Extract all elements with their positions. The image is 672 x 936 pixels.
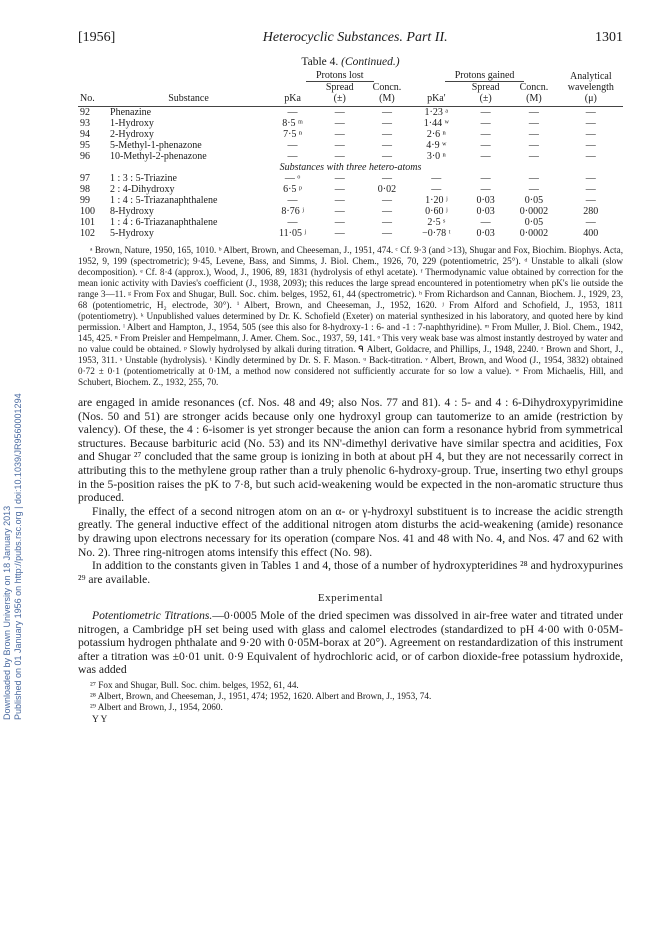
table-row	[78, 228, 623, 239]
table-row	[78, 140, 623, 151]
cell-spread-2: —	[480, 118, 491, 129]
experimental-paragraph	[78, 609, 623, 677]
cell-spread: —	[334, 140, 345, 151]
cell-pka: —	[287, 107, 298, 118]
cell-concn: —	[381, 173, 392, 184]
cell-spread: —	[334, 173, 345, 184]
cell-pka-prime: 2·6 ⁿ	[426, 129, 446, 140]
cell-substance: 1 : 3 : 5-Triazine	[110, 173, 177, 184]
cell-wavelength: —	[585, 173, 596, 184]
cell-wavelength: —	[585, 140, 596, 151]
cell-wavelength: —	[585, 195, 596, 206]
col-spread: Spread	[325, 82, 354, 93]
paragraph: In addition to the constants given in Tables 1 and 4, those of a number of hydroxypteridines ²⁸ and hydroxypurines ²⁹ are available.	[78, 559, 623, 586]
cell-substance: 2 : 4-Dihydroxy	[110, 184, 175, 195]
cell-pka: 8·5 ᵐ	[282, 118, 303, 129]
side-watermark	[2, 180, 23, 720]
cell-pka-prime: 1·20 ʲ	[425, 195, 448, 206]
data-table	[78, 70, 623, 239]
col-pm-2: (±)	[479, 93, 492, 104]
col-analytical: Analytical	[569, 71, 612, 82]
table-row	[78, 107, 623, 119]
cell-pka-prime: 2·5 ˢ	[427, 217, 446, 228]
cell-concn: —	[381, 107, 392, 118]
col-pka-prime: pKa'	[427, 93, 446, 104]
cell-concn: —	[381, 140, 392, 151]
cell-wavelength: —	[585, 217, 596, 228]
table-label: Table 4.	[301, 56, 339, 68]
cell-no: 100	[80, 206, 95, 217]
cell-concn-2: 0·0002	[519, 228, 549, 239]
cell-concn-2: —	[528, 140, 539, 151]
table-footnotes: ᵃ Brown, Nature, 1950, 165, 1010. ᵇ Albert, Brown, and Cheeseman, J., 1951, 474. ᶜ Cf. 9·3 (and >13), Shugar and Fox, Biochim. Biophys. Acta, 1952, 9, 199 (spectrometric); 9·45, Levene, Bass, and Simms, J. Biol. Chem., 1926, 70, 229 (potentiometric, 25°). ᵈ Unstable to alkali (slow decomposition). ᵉ Cf. 8·4 (approx.), Wood, J., 1906, 89, 1831 (hydrolysis of ethyl acetate). ᶠ Thermodynamic value obtained by correction for the mean ionic activity with Davies's coefficient (J., 1938, 2093); this reduces the large spread encountered in potentiometry when pK's lie outside the range 3—11. ᵍ From Fox and Shugar, Bull. Soc. chim. belges, 1952, 61, 44 (spectrometric). ʰ From Richardson and Cannan, Biochem. J., 1929, 23, 68 (potentiometric, H₂ electrode, 30°). ⁱ Albert, Brown, and Cheeseman, J., 1952, 1620. ʲ From Alford and Schofield, J., 1953, 1811 (potentiometry). ᵏ Unpublished values determined by Dr. K. Schofield (Exeter) on material synthesized in his laboratory, and quoted here by kind permission. ˡ Albert and Hampton, J., 1954, 505 (see this also for 8-hydroxy-1 : 6- and -1 : 7-naphthyridine). ᵐ From Muller, J. Biol. Chem., 1942, 145, 425. ⁿ From Preisler and Hempelmann, J. Amer. Chem. Soc., 1937, 59, 141. ᵒ This very weak base was almost instantly destroyed by water and no value could be obtained. ᵖ Slowly hydrolysed by alkali during titration. ᑫ Albert, Goldacre, and Phillips, J., 1948, 2240. ʳ Brown and Short, J., 1953, 311. ˢ Unstable (hydrolysis). ᵗ Kindly determined by Dr. S. F. Mason. ᵘ Back-titration. ᵛ Albert, Brown, and Wood (J., 1954, 3832) obtained 0·72 ± 0·1 (potentiometrically at 0·1M, a method now considered not sufficiently accurate for so low a value). ʷ From Michaelis, Hill, and Schubert, Biochem. Z., 1932, 255, 70.	[78, 245, 623, 387]
cell-no: 98	[80, 184, 90, 195]
body-text	[78, 396, 623, 677]
cell-pka: — ᵒ	[284, 173, 301, 184]
cell-spread: —	[334, 129, 345, 140]
cell-wavelength: —	[585, 118, 596, 129]
cell-wavelength: —	[585, 184, 596, 195]
cell-no: 97	[80, 173, 90, 184]
paragraph: Finally, the effect of a second nitrogen atom on an α- or γ-hydroxyl substituent is to increase the acidic strength greatly. The general inductive effect of the additional nitrogen atom disturbs the acid-weakening (amide) resonance by drawing upon electrons necessary for its operation (compare Nos. 41 and 48 with No. 4, and Nos. 47 and 62 with No. 2). Three ring-nitrogen atoms intensify this effect (No. 98).	[78, 504, 623, 559]
cell-spread-2: —	[480, 140, 491, 151]
cell-pka: 11·05 ʲ	[279, 228, 307, 239]
cell-pka-prime: 0·60 ʲ	[425, 206, 448, 217]
cell-concn: —	[381, 217, 392, 228]
col-mu: (μ)	[584, 93, 597, 104]
cell-spread: —	[334, 206, 345, 217]
cell-concn-2: —	[528, 173, 539, 184]
cell-spread-2: —	[480, 184, 491, 195]
col-spread-2: Spread	[471, 82, 500, 93]
cell-wavelength: 400	[583, 228, 599, 239]
cell-substance: 5-Methyl-1-phenazone	[110, 140, 202, 151]
cell-spread-2: —	[480, 151, 491, 162]
cell-pka-prime: 3·0 ⁿ	[426, 151, 446, 162]
cell-wavelength: —	[585, 151, 596, 162]
cell-pka-prime: —	[431, 173, 442, 184]
cell-wavelength: 280	[583, 206, 599, 217]
table-row	[78, 151, 623, 162]
cell-no: 96	[80, 151, 90, 162]
cell-concn: —	[381, 195, 392, 206]
col-m-2: (M)	[526, 93, 542, 104]
cell-pka: 7·5 ⁿ	[283, 129, 303, 140]
cell-substance: 1 : 4 : 6-Triazanaphthalene	[110, 217, 218, 228]
cell-concn-2: 0·05	[524, 195, 544, 206]
cell-no: 101	[80, 217, 95, 228]
cell-concn-2: 0·05	[524, 217, 544, 228]
cell-substance: 10-Methyl-2-phenazone	[110, 151, 207, 162]
section-heading: Experimental	[317, 592, 384, 605]
table-caption	[78, 56, 623, 68]
table-row	[78, 206, 623, 217]
cell-spread: —	[334, 217, 345, 228]
cell-pka-prime: 4·9 ʷ	[426, 140, 447, 151]
cell-spread: —	[334, 195, 345, 206]
cell-pka: 6·5 ᵖ	[283, 184, 303, 195]
cell-no: 93	[80, 118, 90, 129]
cell-no: 92	[80, 107, 90, 118]
group-protons-lost: Protons lost	[306, 70, 374, 82]
cell-concn: —	[381, 206, 392, 217]
cell-no: 102	[80, 228, 95, 239]
reference-29: ²⁹ Albert and Brown, J., 1954, 2060.	[90, 701, 223, 712]
cell-pka-prime: −0·78 ᵗ	[422, 228, 451, 239]
group-protons-gained: Protons gained	[445, 70, 525, 82]
col-pka: pKa	[284, 93, 301, 104]
cell-spread: —	[334, 184, 345, 195]
signature-mark: Y Y	[92, 714, 108, 725]
table-row	[78, 173, 623, 184]
cell-spread-2: —	[480, 217, 491, 228]
page	[78, 30, 623, 725]
cell-concn: —	[381, 118, 392, 129]
cell-substance: 1-Hydroxy	[110, 118, 154, 129]
cell-pka: —	[287, 140, 298, 151]
table-row	[78, 184, 623, 195]
col-no: No.	[80, 93, 95, 104]
experimental-text: —0·0005 Mole of the dried specimen was dissolved in air-free water and titrated under nitrogen, a Cambridge pH set being used with glass and calomel electrodes (standardized to pH 4·00 with 0·05M-potassium hydrogen phthalate and 9·20 with 0·05M-borax at 20°). Agreement on restandardization of this instrument after a titration was ±0·01 unit. 0·9 Equivalent of hydrochloric acid, or of carbon dioxide-free potassium hydroxide, was added	[78, 608, 624, 677]
cell-spread-2: —	[480, 173, 491, 184]
cell-spread-2: —	[480, 129, 491, 140]
cell-pka: —	[287, 195, 298, 206]
references	[78, 680, 623, 713]
cell-spread-2: —	[480, 107, 491, 118]
cell-concn-2: —	[528, 107, 539, 118]
publication-note: Published on 01 January 1956 on http://pubs.rsc.org | doi:10.1039/JR9560001294	[13, 393, 23, 720]
cell-substance: Phenazine	[110, 107, 152, 118]
cell-wavelength: —	[585, 107, 596, 118]
paragraph: are engaged in amide resonances (cf. Nos. 48 and 49; also Nos. 77 and 81). 4 : 5- and 4 : 6-Dihydroxypyrimidine (Nos. 50 and 51) are stronger acids because only one hydroxyl group can tautomerize to an amide (restriction by valency). Of these, the 4 : 6-isomer is yet stronger because the anion can form a resonance hybrid from symmetrical structures. Because barbituric acid (No. 53) and its NN'-dimethyl derivative have similar spectra and acidities, Fox and Shugar ²⁷ concluded that the same group is ionizing in both at about pH 4, but they are not necessarily correct in attributing this to the methylene group rather than a truly phenolic 6-hydroxy-group. True, inserting two ethyl groups in the 5-position raises the pK to 7·8, but such acid-weakening would be expected in the non-aromatic structure thus produced.	[78, 396, 623, 505]
cell-substance: 2-Hydroxy	[110, 129, 154, 140]
col-pm: (±)	[333, 93, 346, 104]
cell-spread: —	[334, 151, 345, 162]
table-row	[78, 118, 623, 129]
table-continued: (Continued.)	[341, 56, 400, 68]
cell-concn: —	[381, 151, 392, 162]
cell-wavelength: —	[585, 129, 596, 140]
reference-27: ²⁷ Fox and Shugar, Bull. Soc. chim. belges, 1952, 61, 44.	[90, 679, 299, 690]
table-row	[78, 129, 623, 140]
table-subheading: Substances with three hetero-atoms	[279, 162, 422, 173]
table-row	[78, 195, 623, 206]
col-wavelength: wavelength	[567, 82, 614, 93]
running-header	[78, 30, 623, 46]
table-row	[78, 217, 623, 228]
col-concn-2: Concn.	[519, 82, 549, 93]
cell-pka: —	[287, 151, 298, 162]
col-substance: Substance	[168, 93, 209, 104]
cell-no: 94	[80, 129, 90, 140]
run-in-heading: Potentiometric Titrations.	[92, 608, 213, 622]
col-m: (M)	[379, 93, 395, 104]
cell-concn-2: —	[528, 129, 539, 140]
cell-concn: —	[381, 228, 392, 239]
cell-pka: 8·76 ʲ	[281, 206, 304, 217]
cell-concn-2: —	[528, 184, 539, 195]
cell-concn-2: 0·0002	[519, 206, 549, 217]
cell-pka: —	[287, 217, 298, 228]
cell-concn-2: —	[528, 151, 539, 162]
cell-spread: —	[334, 107, 345, 118]
page-number: 1301	[595, 30, 623, 45]
cell-spread-2: 0·03	[476, 228, 495, 239]
cell-concn: 0·02	[377, 184, 397, 195]
cell-pka-prime: 1·23 ᵃ	[424, 107, 449, 118]
cell-substance: 1 : 4 : 5-Triazanaphthalene	[110, 195, 218, 206]
cell-no: 95	[80, 140, 90, 151]
cell-pka-prime: 1·44 ʷ	[423, 118, 449, 129]
cell-spread-2: 0·03	[476, 195, 495, 206]
cell-spread: —	[334, 228, 345, 239]
cell-concn-2: —	[528, 118, 539, 129]
col-concn: Concn.	[372, 82, 402, 93]
header-title: Heterocyclic Substances. Part II.	[262, 30, 448, 45]
cell-concn: —	[381, 129, 392, 140]
reference-28: ²⁸ Albert, Brown, and Cheeseman, J., 1951, 474; 1952, 1620. Albert and Brown, J., 1953, 74.	[90, 690, 432, 701]
cell-substance: 5-Hydroxy	[110, 228, 154, 239]
cell-substance: 8-Hydroxy	[110, 206, 154, 217]
cell-no: 99	[80, 195, 90, 206]
header-year: [1956]	[78, 30, 116, 45]
cell-spread-2: 0·03	[476, 206, 495, 217]
download-note: Downloaded by Brown University on 18 January 2013	[2, 505, 12, 720]
cell-spread: —	[334, 118, 345, 129]
cell-pka-prime: —	[431, 184, 442, 195]
